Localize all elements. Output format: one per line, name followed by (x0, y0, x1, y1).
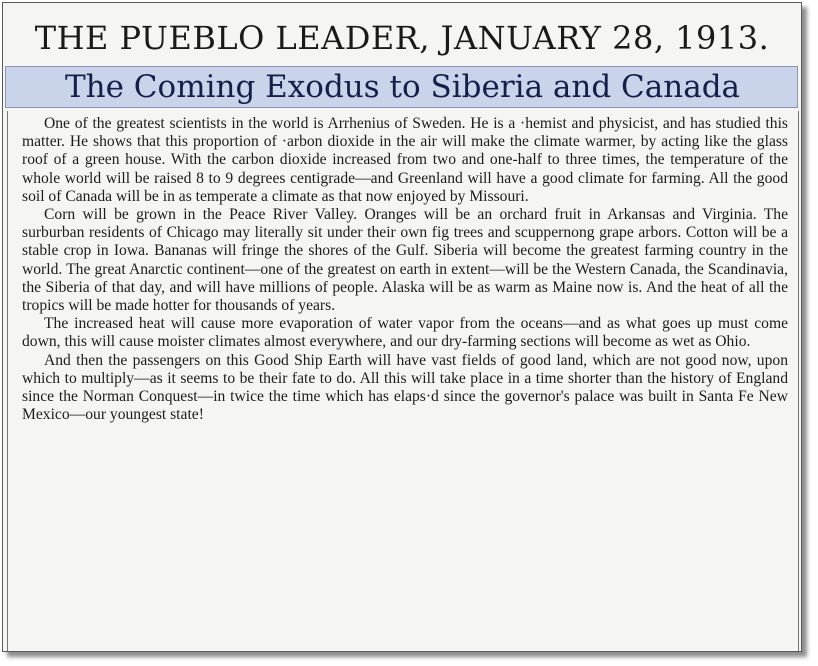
masthead: THE PUEBLO LEADER, JANUARY 28, 1913. (34, 19, 770, 57)
article-paragraph: The increased heat will cause more evaporation of water vapor from the oceans—and as what goes up must come down, this will cause moister climates almost everywhere, and our dry-farming sections will become as wet as Ohio. (22, 315, 788, 351)
article-paragraph: And then the passengers on this Good Ship Earth will have vast fields of good land, which are not good now, upon which to multiply—as it seems to be their fate to do. All this will take place in a time shorter than the history of England since the Norman Conquest—in twice the time which has elaps·d since the governor's palace was built in Santa Fe New Mexico—our youngest state! (22, 351, 788, 424)
headline-highlight (5, 66, 798, 108)
newspaper-clipping (2, 2, 802, 652)
article-paragraph: Corn will be grown in the Peace River Valley. Oranges will be an orchard fruit in Arkansas and Virginia. The surburban residents of Chicago may literally sit under their own fig trees and scuppernong grape arbors. Cotton will be a stable crop in Iowa. Bananas will fringe the shores of the Gulf. Siberia will become the greatest farming country in the world. The great Anarctic continent—one of the greatest on earth in extent—will be the Western Canada, the Scandinavia, the Siberia of that day, and will have millions of people. Alaska will be as warm as Maine now is. And the heat of all the tropics will be made hotter for thousands of years. (22, 206, 788, 315)
article-paragraph: One of the greatest scientists in the world is Arrhenius of Sweden. He is a ·hemist and physicist, and has studied this matter. He shows that this proportion of ·arbon dioxide in the air will make the climate warmer, by acting like the glass roof of a green house. With the carbon dioxide increased from two and one-half to three times, the temperature of the whole world will be raised 8 to 9 degrees centigrade—and Greenland will have a good climate for farming. All the good soil of Canada will be in as temperate a climate as that now enjoyed by Missouri. (22, 115, 788, 205)
article-body (7, 111, 799, 652)
headline: The Coming Exodus to Siberia and Canada (64, 69, 741, 105)
